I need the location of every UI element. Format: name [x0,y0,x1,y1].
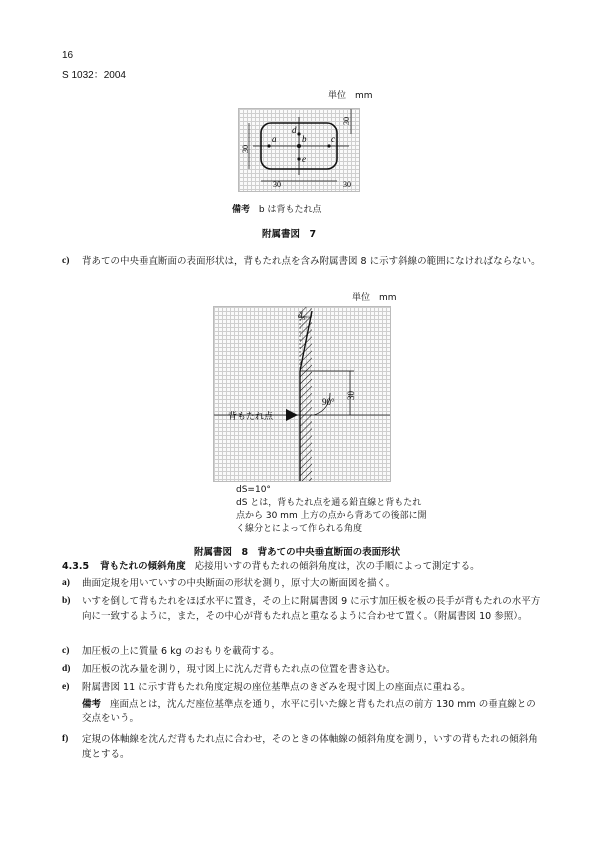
fig7-note [232,202,321,215]
fig8-note4: く線分とによって作られる角度 [236,524,363,534]
step-c-text: 加圧板の上に質量 6 kg のおもりを載荷する。 [82,646,280,657]
backrest-point-label: 背もたれ点 [228,411,274,421]
step-f-text: 定規の体軸線を沈んだ背もたれ点に合わせ，そのときの体軸線の傾斜角度を測り，いすの背もたれの傾斜角度とする。 [82,734,538,760]
remark-label: 備考 [82,699,102,710]
fig7-svg [239,109,359,191]
dim-left: 30 [241,145,250,153]
hatch-region [300,307,312,481]
fig8-note1: dS=10° [236,485,271,495]
label-d: d [292,125,297,135]
step-e [62,680,542,695]
step-c-label: c) [62,646,70,656]
label-a: a [272,134,277,144]
section-number: 4.3.5 [62,561,90,572]
dim-right-top: 30 [342,117,351,125]
section-title: 背もたれの傾斜角度 [100,561,186,572]
section-heading [62,560,542,574]
angle-label: 90° [322,397,335,407]
fig8-notes [236,484,427,536]
point-b [297,144,301,148]
section-intro: 応接用いすの背もたれの傾斜角度は，次の手順によって測定する。 [194,561,480,572]
step-f-label: f) [62,734,69,744]
fig8-drawing [213,306,391,482]
step-d-label: d) [62,664,71,674]
step-d [62,662,542,677]
fig8-caption: 附属書図 8 背あての中央垂直断面の表面形状 [194,547,401,558]
point-c [327,144,330,147]
dim-label: 30 [346,391,356,400]
label-e: e [302,154,306,164]
point-d [297,132,300,135]
page-number: 16 [62,50,74,61]
step-a-label: a) [62,578,70,588]
label-c: c [331,134,335,144]
point-a [267,144,270,147]
step-a [62,576,542,591]
point-e [297,157,300,160]
step-c [62,644,542,659]
fig7-note-text: b は背もたれ点 [258,205,322,215]
fig7-drawing [238,108,360,192]
fig8-svg [214,307,390,481]
step-d-text: 加圧板の沈み量を測り，現寸図上に沈んだ背もたれ点の位置を書き込む。 [82,664,396,675]
step-e-label: e) [62,682,70,692]
ds-label: $d_S$ [298,310,306,322]
backrest-point-arrow [286,409,298,421]
label-b: b [302,134,307,144]
item-c [62,254,542,269]
fig7-unit: 単位 mm [328,91,373,101]
step-e-text: 附属書図 11 に示す背もたれ角度定規の座位基準点のきざみを現寸図上の座面点に重ねる。 [82,682,471,693]
fig8-note2: dS とは，背もたれ点を通る鉛直線と背もたれ [236,498,422,508]
item-c-label: c) [62,256,70,266]
remark-text: 座面点とは，沈んだ座位基準点を通り，水平に引いた線と背もたれ点の前方 130 mm の垂直線との交点をいう。 [82,699,536,724]
fig7-note-label: 備考 [232,205,251,215]
fig8-unit: 単位 mm [352,293,397,303]
dim-bottom-left: 30 [273,180,281,189]
standard-number: S 1032：2004 [62,70,126,81]
step-f [62,732,542,762]
remark [82,698,542,726]
fig7-caption: 附属書図 7 [262,229,317,240]
dim-bottom-right: 30 [343,180,351,189]
item-c-text: 背あての中央垂直断面の表面形状は，背もたれ点を含み附属書図 8 に示す斜線の範囲になければならない。 [82,256,541,267]
step-b [62,594,542,624]
step-b-label: b) [62,596,71,606]
step-a-text: 曲面定規を用いていすの中央断面の形状を測り，原寸大の断面図を描く。 [82,578,396,589]
step-b-text: いすを倒して背もたれをほぼ水平に置き，その上に附属書図 9 に示す加圧板を板の長手が背もたれの水平方向に一致するように，また，その中心が背もたれ点と重なるように合わせて置く。（附属書図 10 参照）。 [82,596,541,622]
fig8-note3: 点から 30 mm 上方の点から背あての後部に開 [236,511,427,521]
